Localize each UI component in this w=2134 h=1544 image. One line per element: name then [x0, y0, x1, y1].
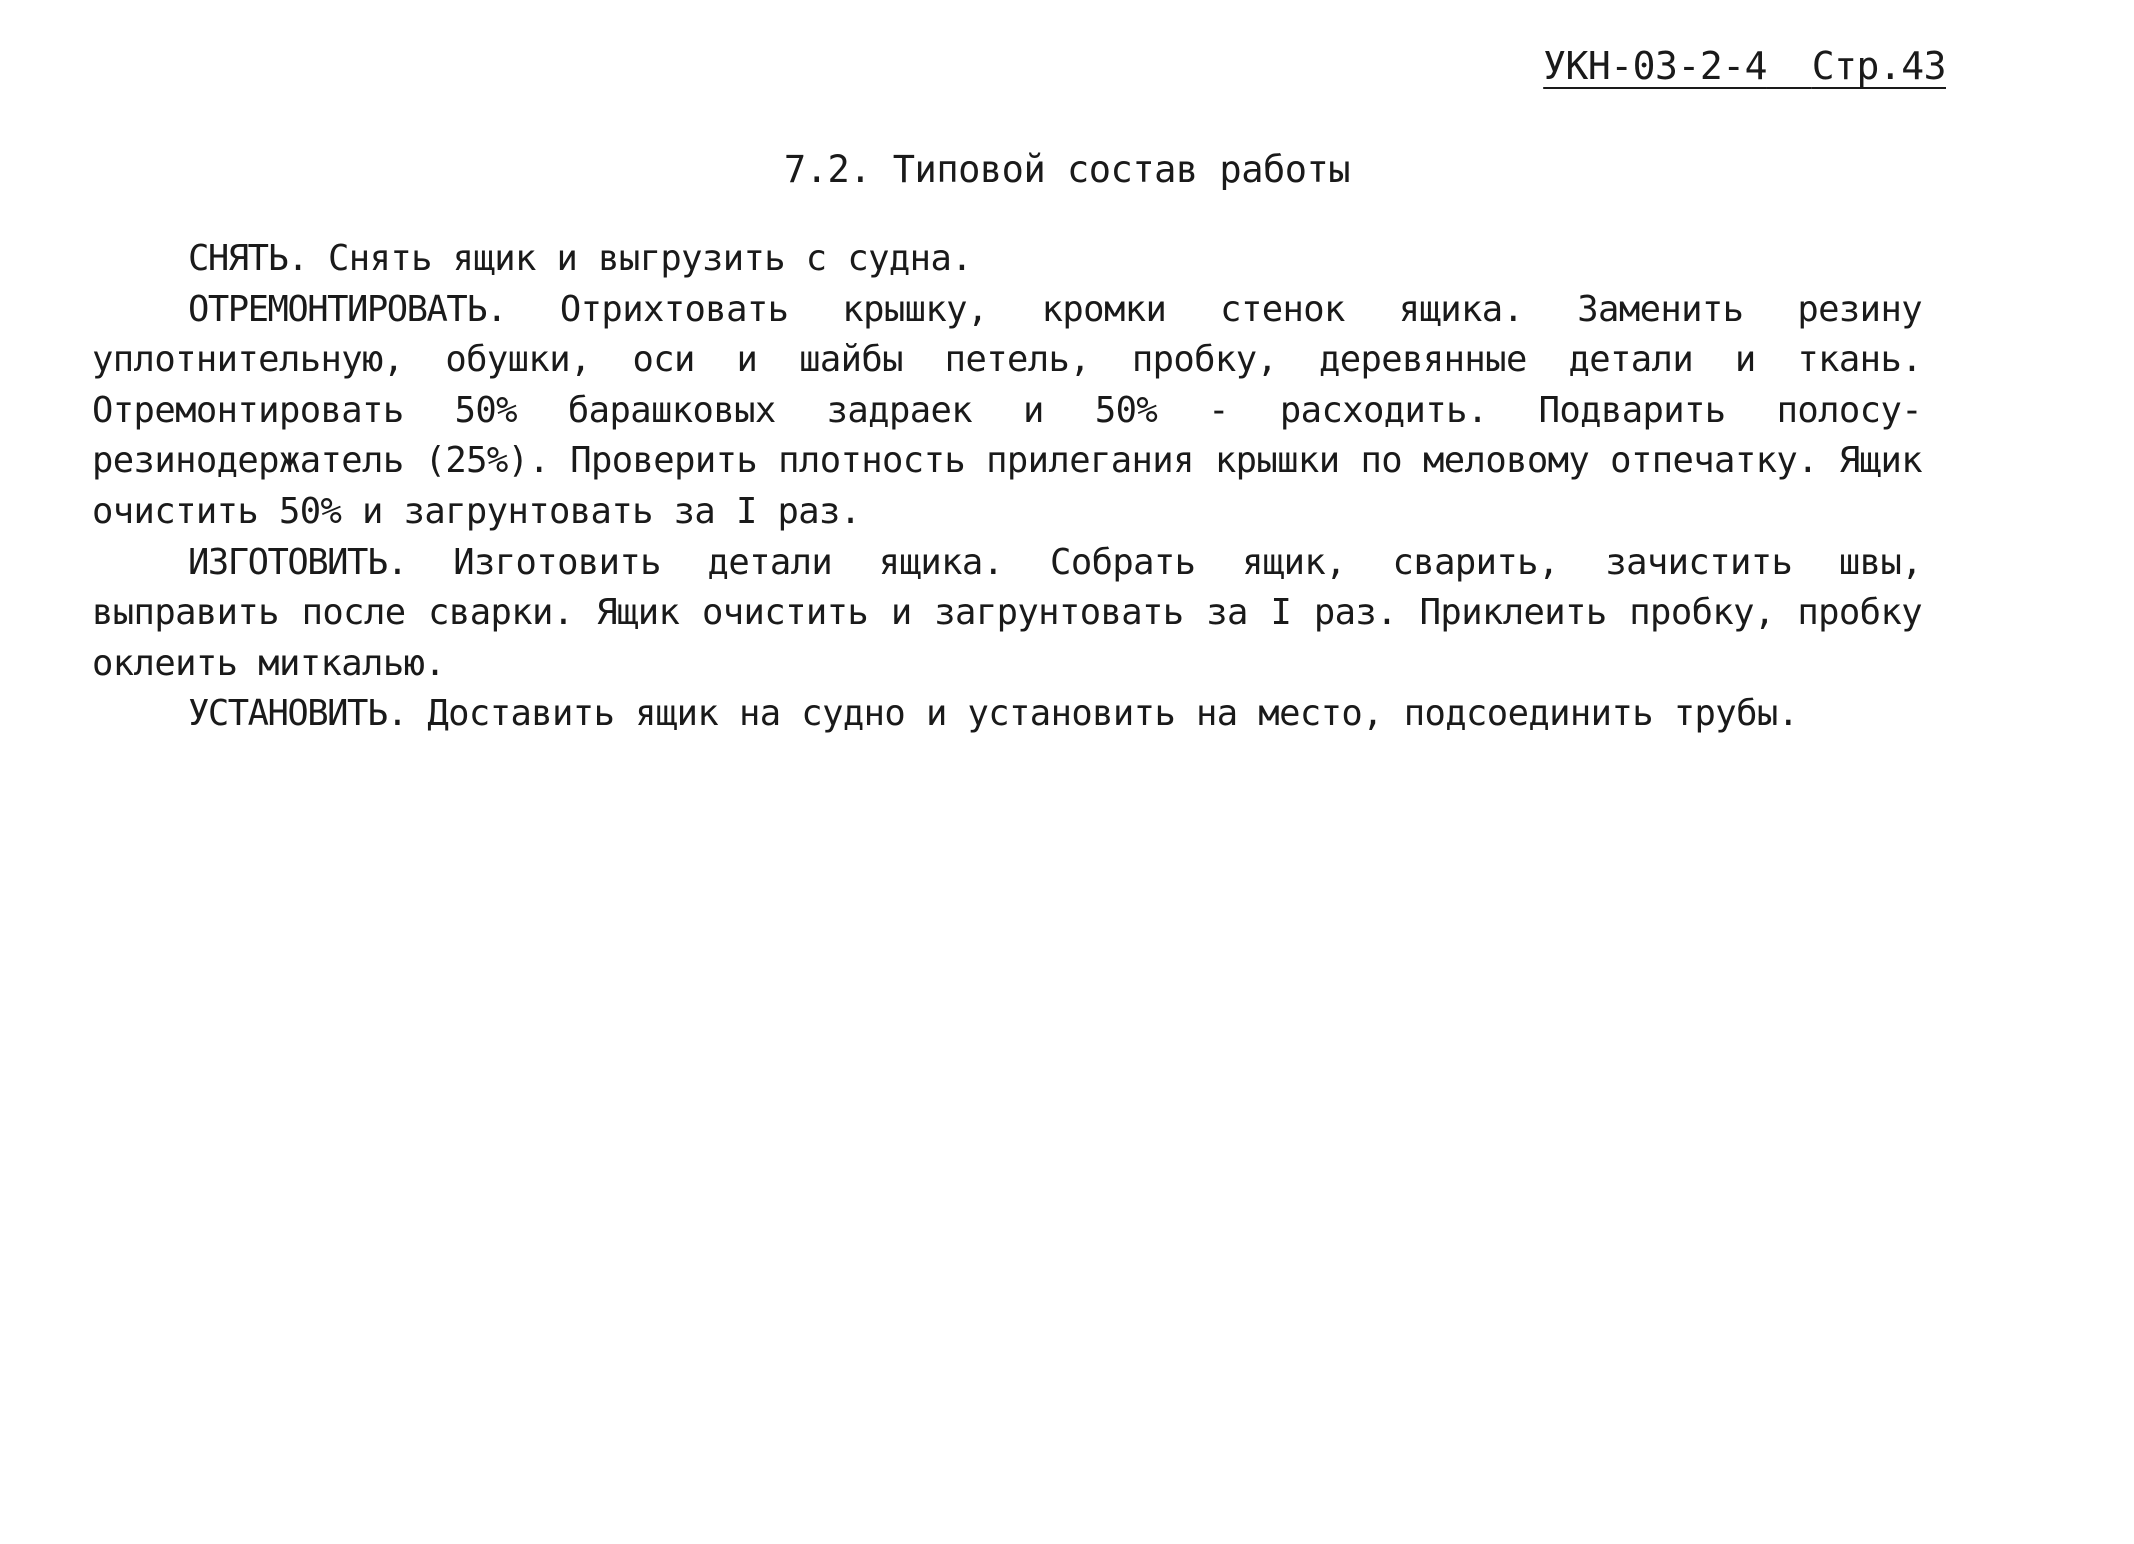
- paragraph-remove: [92, 234, 1922, 285]
- paragraph-body: Доставить ящик на судно и установить на место, подсоединить трубы.: [427, 693, 1799, 735]
- paragraph-install: [92, 689, 1922, 740]
- page-number: Стр.43: [1811, 44, 1946, 88]
- paragraph-repair: [92, 285, 1922, 538]
- work-composition-text: [92, 234, 1922, 740]
- paragraph-heading: ОТРЕМОНТИРОВАТЬ.: [188, 288, 506, 330]
- section-title: 7.2. Типовой состав работы: [783, 148, 1351, 191]
- paragraph-heading: УСТАНОВИТЬ.: [188, 693, 407, 735]
- paragraph-body: Отрихтовать крышку, кромки стенок ящика. Заменить резину уплотнительную, обушки, оси и шайбы петель, пробку, деревянные детали и ткань. Отремонтировать 50% барашковых задраек и 50% - расходить. Подварить полосу-резинодержатель (25%). Проверить плотность прилегания крышки по меловому отпечатку. Ящик очистить 50% и загрунтовать за I раз.: [92, 288, 1922, 532]
- paragraph-body: Изготовить детали ящика. Собрать ящик, сварить, зачистить швы, выправить после сварки. Ящик очистить и загрунтовать за I раз. Приклеить пробку, пробку оклеить миткалью.: [92, 541, 1922, 684]
- paragraph-heading: СНЯТЬ.: [188, 238, 308, 279]
- paragraph-body: Снять ящик и выгрузить с судна.: [328, 238, 972, 279]
- document-reference: [1543, 44, 1946, 88]
- doc-code: УКН-03-2-4: [1543, 44, 1767, 88]
- paragraph-manufacture: [92, 538, 1922, 690]
- paragraph-heading: ИЗГОТОВИТЬ.: [188, 541, 407, 583]
